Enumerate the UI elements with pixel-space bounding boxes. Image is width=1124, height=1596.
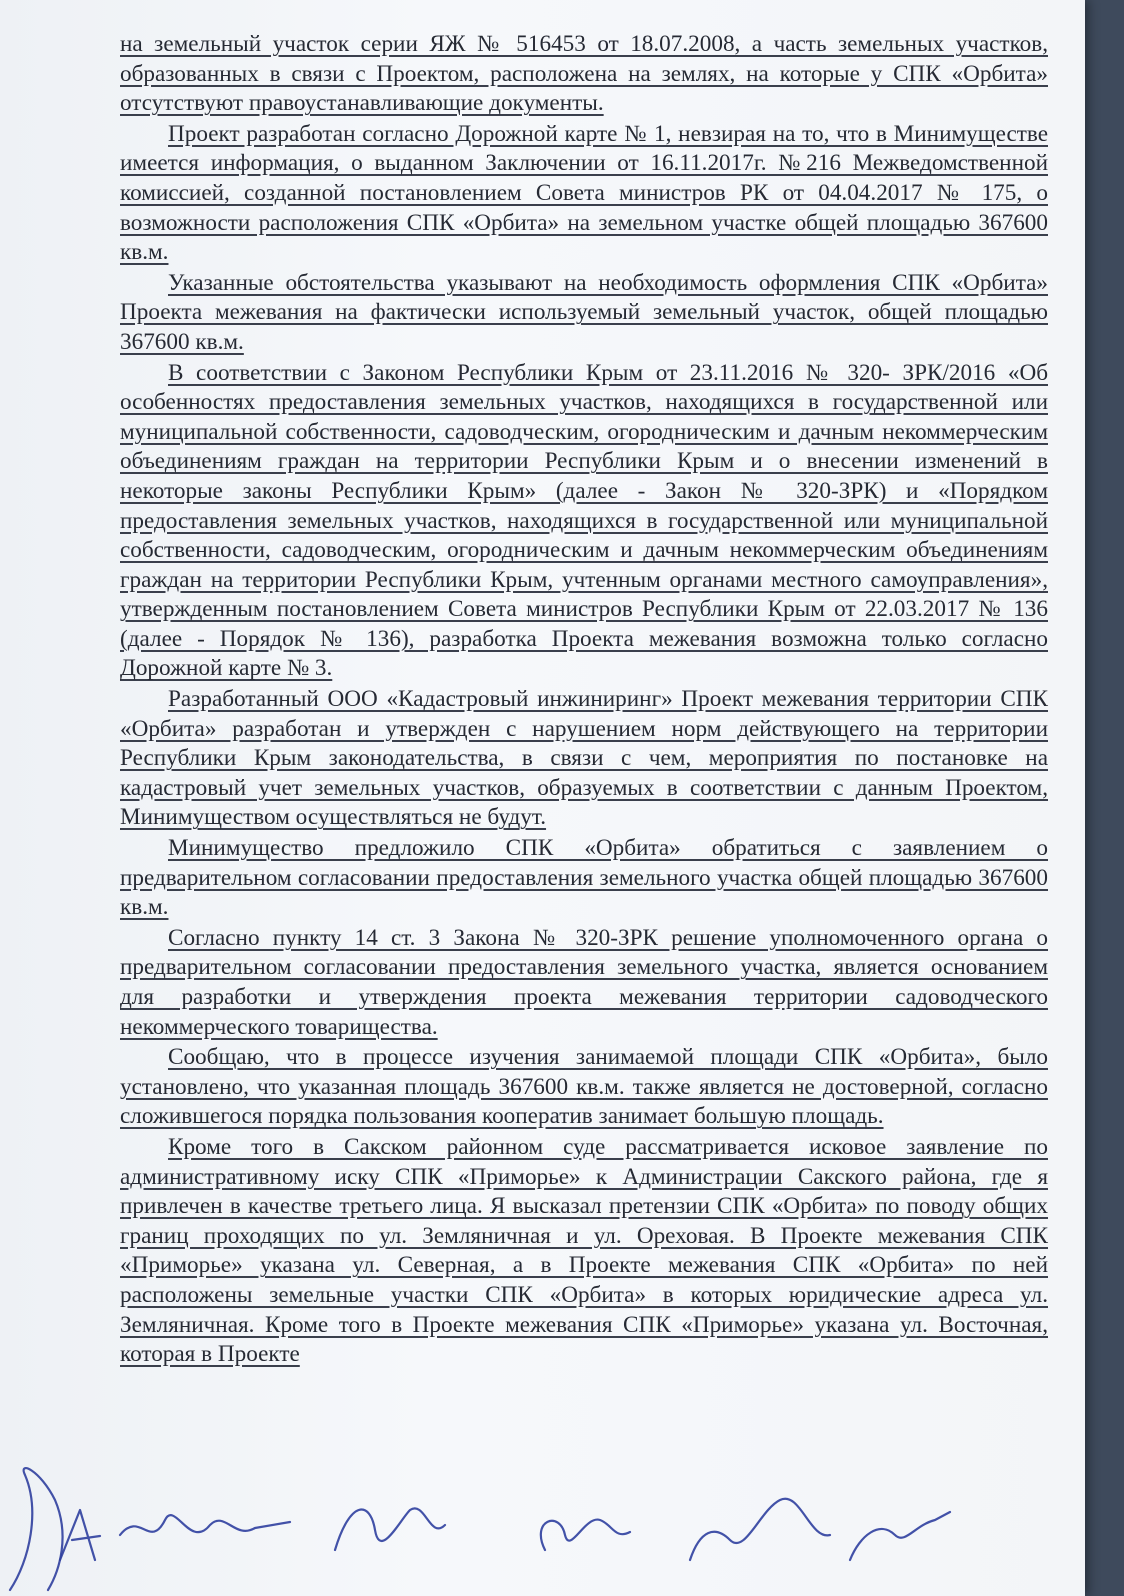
paragraph-area-inaccurate: Сообщаю, что в процессе изучения занимаемой площади СПК «Орбита», было установлено, что указанная площадь 367600 кв.м. также является не достоверной, согласно сложившегося порядка пользования кооператив занимает большую площадь. xyxy=(120,1044,1048,1130)
signature-5-icon xyxy=(690,1499,830,1560)
document-body xyxy=(120,30,1048,1371)
paragraph-project-violation: Разработанный ООО «Кадастровый инжиниринг» Проект межевания территории СПК «Орбита» разработан и утвержден с нарушением норм действующего на территории Республики Крым законодательства, в связи с чем, мероприятия по постановке на кадастровый учет земельных участков, образуемых в соответствии с данным Проектом, Минимуществом осуществляться не будут. xyxy=(120,686,1048,831)
paragraph-circumstances: Указанные обстоятельства указывают на необходимость оформления СПК «Орбита» Проекта межевания на фактически используемый земельный участок, общей площадью 367600 кв.м. xyxy=(120,269,1048,355)
paragraph-court-case: Кроме того в Сакском районном суде рассматривается исковое заявление по административному иску СПК «Приморье» к Администрации Сакского района, где я привлечен в качестве третьего лица. Я высказал претензии СПК «Орбита» по поводу общих границ проходящих по ул. Земляничная и ул. Ореховая. В Проекте межевания СПК «Приморье» указана ул. Северная, а в Проекте межевания СПК «Орбита» по ней расположены земельные участки СПК «Орбита» в которых юридические адреса ул. Земляничная. Кроме того в Проекте межевания СПК «Приморье» указана ул. Восточная, которая в Проекте xyxy=(120,1133,1048,1368)
handwritten-signatures xyxy=(0,1440,1085,1596)
paragraph-ministry-proposal: Минимущество предложило СПК «Орбита» обратиться с заявлением о предварительном согласовании предоставления земельного участка общей площадью 367600 кв.м. xyxy=(120,835,1048,921)
margin-scribble-icon xyxy=(10,1468,63,1590)
signature-1-icon xyxy=(60,1510,100,1560)
signature-3-icon xyxy=(335,1508,445,1550)
signature-4-icon xyxy=(541,1520,630,1550)
paragraph-law-320: В соответствии с Законом Республики Крым от 23.11.2016 № 320- ЗРК/2016 «Об особенностях предоставления земельных участков, находящихся в государственной или муниципальной собственности, садоводческим, огородническим и дачным некоммерческим объединениям граждан на территории Республики Крым и о внесении изменений в некоторые законы Республики Крым» (далее - Закон № 320-ЗРК) и «Порядком предоставления земельных участков, находящихся в государственной или муниципальной собственности, садоводческим, огородническим и дачным некоммерческим объединениям граждан на территории Республики Крым, учтенным органами местного самоуправления», утвержденным постановлением Совета министров Республики Крым от 22.03.2017 № 136 (далее - Порядок № 136), разработка Проекта межевания возможна только согласно Дорожной карте № 3. xyxy=(120,359,1048,682)
signature-2-icon xyxy=(120,1515,290,1535)
signature-6-icon xyxy=(850,1512,950,1560)
paragraph-clause-14: Согласно пункту 14 ст. 3 Закона № 320-ЗРК решение уполномоченного органа о предварительном согласовании предоставления земельного участка, является основанием для разработки и утверждения проекта межевания территории садоводческого некоммерческого товарищества. xyxy=(120,924,1048,1040)
paragraph-land-plot-documents: на земельный участок серии ЯЖ № 516453 от 18.07.2008, а часть земельных участков, образованных в связи с Проектом, расположена на землях, на которые у СПК «Орбита» отсутствуют правоустанавливающие документы. xyxy=(120,31,1048,117)
paragraph-roadmap-1: Проект разработан согласно Дорожной карте № 1, невзирая на то, что в Минимуществе имеется информация, о выданном Заключении от 16.11.2017г. №216 Межведомственной комиссией, созданной постановлением Совета министров РК от 04.04.2017 № 175, о возможности расположения СПК «Орбита» на земельном участке общей площадью 367600 кв.м. xyxy=(120,120,1048,266)
